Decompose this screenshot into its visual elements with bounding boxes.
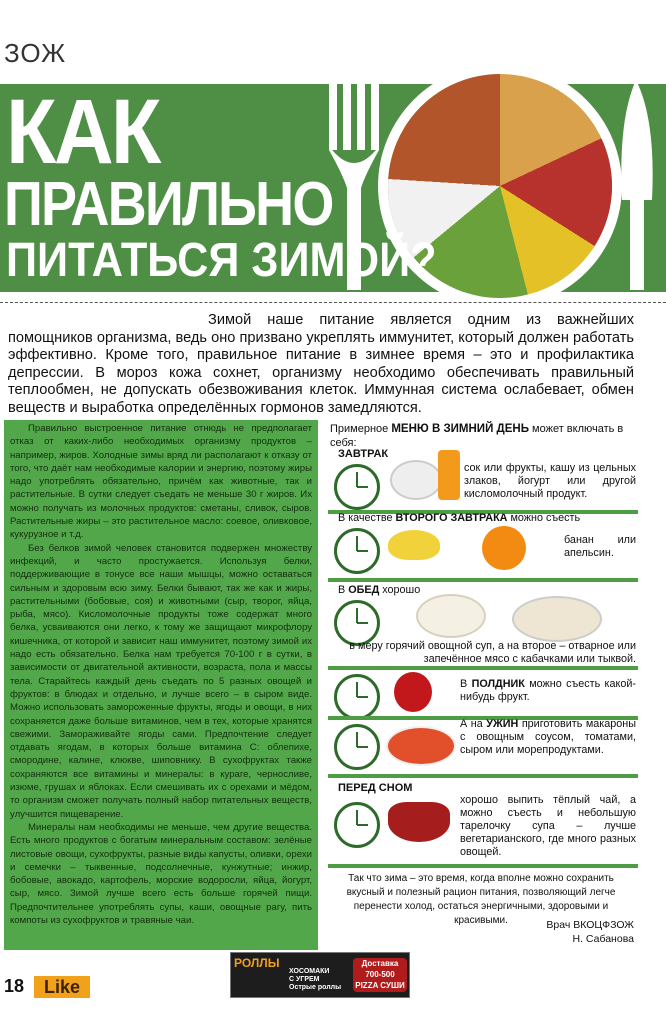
ad-logo xyxy=(353,958,407,992)
left-paragraph-3: Минералы нам необходимы не меньше, чем другие вещества. Есть много продуктов с богатым минеральным составом: зелёные листовые овощи, сухофрукты, разные виды капусты, оливки, орехи и семечки – тыквенные, подсолнечные, кунжутные; инжир, бобовые, авокадо, картофель, морские водоросли, яйца, йогурт, сыр, мясо. Зимой лучше всего есть больше горячей пищи. Предпочтительнее употреблять супы, каши, овощные рагу, пить компоты из сухофруктов и травяные чаи. xyxy=(10,821,312,926)
meal-post: приготовить макароны с овощным соусом, томатами, сыром или морепродуктами. xyxy=(460,718,636,756)
signature-role: Врач ВКОЦФЗОЖ xyxy=(546,919,634,931)
ad-line-3: Острые роллы xyxy=(289,984,342,991)
clock-icon xyxy=(334,528,380,574)
clock-icon xyxy=(334,724,380,770)
ad-line-1: ХОСОМАКИ xyxy=(289,968,330,975)
soup-image xyxy=(416,594,486,638)
meal-lunch xyxy=(328,578,638,670)
ad-sushi: СУШИ xyxy=(380,981,405,990)
meal-post: можно съесть какой-нибудь фрукт. xyxy=(460,678,637,703)
ad-logo-bottom xyxy=(353,980,407,991)
meal-second-breakfast-heading xyxy=(338,512,638,525)
ad-logo-top: Доставка xyxy=(361,959,399,968)
meal-snack xyxy=(328,668,638,720)
meal-second-breakfast xyxy=(328,510,638,582)
outro-paragraph: Так что зима – это время, когда вполне можно сохранить вкусный и полезный рацион питания, позволяющий легче перенести холод, остаться энергичными, здоровыми и красивыми. xyxy=(346,873,616,926)
title-line-1: КАК xyxy=(6,81,159,183)
meal-post: хорошо xyxy=(382,584,421,596)
intro-paragraph: Зимой наше питание является одним из важнейших помощников организма, ведь оно призвано укреплять иммунитет, который должен работать эффективно. Кроме того, правильное питание в зимнее время – это и профилактика депрессии. В мороз кожа сохнет, организму необходимо обеспечивать правильный теплообмен, не допускать обезвоживания клеток. Иммунная система ослабевает, обмен веществ и выработка определённых гормонов замедляются. xyxy=(8,312,634,416)
meal-pre: А на xyxy=(460,718,483,730)
left-paragraph-1: Правильно выстроенное питание отнюдь не предполагает отказ от каких-либо необходимых организму продуктов – например, жиров. Холодные зимы вряд ли располагают к отказу от того, что даёт нам необходимые калории и энергию, поэтому жиры надо употреблять обязательно, причём как животные, так и растительные. В сутки следует съедать не меньше 30 г жиров. Их можно получать из молочных продуктов: сметаны, сливок, сыров. Растительные жиры – это растительное масло: соевое, оливковое, кукурузное и т.д. xyxy=(10,423,312,541)
signature xyxy=(510,918,634,946)
meal-post: можно съесть xyxy=(510,512,581,524)
juice-image xyxy=(438,450,460,500)
clock-icon xyxy=(334,802,380,848)
title-line-2: ПРАВИЛЬНО xyxy=(4,170,333,239)
clock-icon xyxy=(334,674,380,720)
ad-line-2: С УГРЕМ xyxy=(289,976,320,983)
page-number: 18 xyxy=(4,976,25,996)
title-line-3: ПИТАТЬСЯ ЗИМОЙ? xyxy=(6,234,437,287)
meal-pre: В качестве xyxy=(338,512,393,524)
meat-dish-image xyxy=(512,596,602,642)
meal-bedtime xyxy=(328,776,638,868)
meal-pre: В xyxy=(338,584,346,596)
ad-phone: 700-500 xyxy=(365,970,395,979)
orange-image xyxy=(482,526,526,570)
knife-icon xyxy=(616,80,656,290)
section-label: ЗОЖ xyxy=(4,38,67,68)
pasta-image xyxy=(386,726,456,766)
meal-text: банан или апельсин. xyxy=(564,534,636,559)
ad-pizza: PIZZA xyxy=(355,981,379,990)
banana-image xyxy=(388,530,440,560)
tea-image xyxy=(388,802,450,842)
meal-breakfast xyxy=(328,446,638,514)
meal-title: ПЕРЕД СНОМ xyxy=(338,782,413,794)
ad-title: РОЛЛЫ xyxy=(234,956,280,970)
menu-intro-bold: МЕНЮ В ЗИМНИЙ ДЕНЬ xyxy=(391,423,529,435)
magazine-logo: Like xyxy=(34,976,90,998)
meal-title: ПОЛДНИК xyxy=(471,678,525,690)
meal-title: ВТОРОГО ЗАВТРАКА xyxy=(395,512,508,524)
left-column xyxy=(4,420,318,950)
yogurt-image xyxy=(390,460,442,500)
left-paragraph-2: Без белков зимой человек становится подвержен множеству инфекций, и часто простужается. Используя белки, поддерживающие в тонусе все наши мышцы, можно оставаться сильным и здоровым всю зиму. Белки бывают, так же как и жиры, растительными (бобовые, соя) и животными (сыр, творог, яйца, рыба, мясо). Кисломолочные продукты тоже содержат много белка, усваиваются они легко, к тому же защищают микрофлору кишечника, от которой и зависит наш иммунитет, поэтому зимой их надо есть обязательно. Белка нам требуется 70-100 г в сутки, в зависимости от двигательной активности, возраста, пола и массы тела. Старайтесь каждый день съедать по 5 разных овощей и фруктов: в блюдах и отдельно, и лучше всего – в сыром виде. Можно использовать замороженные фрукты, ягоды и овощи, в них сохраняется даже больше витаминов, чем в тех, которые хранятся свежими. Замораживайте ягоды сами. Предпочтение следует отдавать ягодам, в которых больше витамина С: облепихе, смородине, калине, клюкве, шиповнику. В сухофруктах также сохраняются все витамины и минералы: в кураге, черносливе, изюме, грушах и яблоках. Если смешивать их с орехами и мёдом, то организм сможет получать полный набор питательных веществ, улучшится пищеварение. xyxy=(10,542,312,820)
meal-title: ЗАВТРАК xyxy=(338,448,389,460)
divider xyxy=(0,302,666,303)
menu-intro-pre: Примерное xyxy=(330,423,389,435)
meal-text: в меру горячий овощной суп, а на второе – отварное или запечённое мясо с кабачками или тыквой. xyxy=(349,640,636,665)
meal-snack-text xyxy=(460,678,636,704)
meal-text: хорошо выпить тёплый чай, а можно съесть и небольшую тарелочку супа – лучше вегетарианского, где много разных овощей. xyxy=(460,794,636,858)
signature-name: Н. Сабанова xyxy=(572,933,634,945)
apple-image xyxy=(394,672,432,712)
clock-icon xyxy=(334,464,380,510)
advertisement[interactable] xyxy=(230,952,410,998)
meal-text: сок или фрукты, кашу из цельных злаков, йогурт или другой кисломолочный продукт. xyxy=(464,462,636,500)
meal-title: УЖИН xyxy=(486,718,519,730)
meal-pre: В xyxy=(460,678,468,690)
menu-intro-post: может включать в себя: xyxy=(330,423,624,449)
meal-title: ОБЕД xyxy=(348,584,380,596)
ad-text xyxy=(289,968,341,992)
meal-dinner xyxy=(328,716,638,778)
meal-dinner-text xyxy=(460,718,636,757)
